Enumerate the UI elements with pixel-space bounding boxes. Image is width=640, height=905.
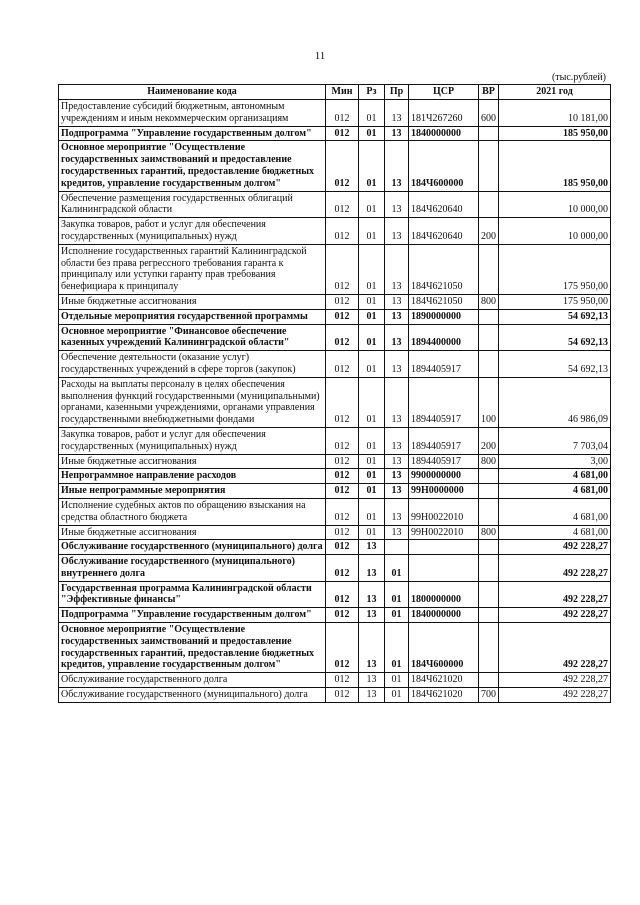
cell-min: 012 [326, 540, 359, 555]
cell-rz: 01 [359, 244, 385, 294]
cell-amount: 492 228,27 [499, 540, 611, 555]
cell-rz: 01 [359, 454, 385, 469]
table-row [59, 377, 611, 427]
cell-name: Исполнение судебных актов по обращению взыскания на средства областного бюджета [59, 498, 326, 525]
cell-name: Основное мероприятие "Финансовое обеспечение казенных учреждений Калининградской области" [59, 324, 326, 351]
cell-csr [409, 540, 479, 555]
cell-pr [385, 540, 409, 555]
cell-vr [479, 540, 499, 555]
cell-pr: 13 [385, 351, 409, 378]
table-row [59, 218, 611, 245]
cell-rz: 13 [359, 688, 385, 703]
cell-vr [479, 309, 499, 324]
table-row [59, 427, 611, 454]
cell-vr [479, 623, 499, 673]
cell-name: Закупка товаров, работ и услуг для обеспечения государственных (муниципальных) нужд [59, 427, 326, 454]
cell-vr [479, 191, 499, 218]
cell-rz: 13 [359, 581, 385, 608]
cell-amount: 4 681,00 [499, 469, 611, 484]
cell-pr: 13 [385, 126, 409, 141]
cell-min: 012 [326, 309, 359, 324]
header-csr: ЦСР [409, 85, 479, 100]
cell-min: 012 [326, 498, 359, 525]
cell-name: Обеспечение деятельности (оказание услуг) государственных учреждений в сфере торгов (закупок) [59, 351, 326, 378]
cell-csr: 184Ч621020 [409, 688, 479, 703]
cell-min: 012 [326, 673, 359, 688]
cell-amount: 10 000,00 [499, 191, 611, 218]
cell-rz: 13 [359, 608, 385, 623]
cell-vr [479, 141, 499, 191]
cell-csr: 184Ч600000 [409, 623, 479, 673]
cell-name: Обеспечение размещения государственных облигаций Калининградской области [59, 191, 326, 218]
cell-pr: 13 [385, 141, 409, 191]
cell-rz: 13 [359, 673, 385, 688]
cell-rz: 01 [359, 309, 385, 324]
cell-amount: 46 986,09 [499, 377, 611, 427]
cell-min: 012 [326, 525, 359, 540]
cell-rz: 01 [359, 351, 385, 378]
cell-vr: 800 [479, 525, 499, 540]
cell-vr [479, 608, 499, 623]
cell-csr: 184Ч621050 [409, 244, 479, 294]
cell-vr [479, 555, 499, 582]
header-row [59, 85, 611, 100]
cell-amount: 7 703,04 [499, 427, 611, 454]
cell-amount: 185 950,00 [499, 126, 611, 141]
table-row [59, 498, 611, 525]
cell-min: 012 [326, 581, 359, 608]
cell-csr: 1894405917 [409, 427, 479, 454]
table-row [59, 581, 611, 608]
cell-rz: 13 [359, 623, 385, 673]
cell-min: 012 [326, 294, 359, 309]
table-row [59, 100, 611, 127]
cell-vr [479, 469, 499, 484]
table-row [59, 141, 611, 191]
cell-pr: 13 [385, 100, 409, 127]
cell-csr: 1890000000 [409, 309, 479, 324]
table-row [59, 540, 611, 555]
cell-min: 012 [326, 377, 359, 427]
cell-rz: 01 [359, 498, 385, 525]
cell-min: 012 [326, 100, 359, 127]
cell-rz: 01 [359, 191, 385, 218]
table-row [59, 525, 611, 540]
cell-rz: 01 [359, 294, 385, 309]
cell-name: Иные бюджетные ассигнования [59, 454, 326, 469]
cell-vr [479, 244, 499, 294]
cell-min: 012 [326, 141, 359, 191]
table-row [59, 484, 611, 499]
cell-pr: 13 [385, 427, 409, 454]
cell-csr: 1894405917 [409, 351, 479, 378]
header-vr: ВР [479, 85, 499, 100]
cell-amount: 4 681,00 [499, 525, 611, 540]
cell-min: 012 [326, 351, 359, 378]
cell-vr [479, 324, 499, 351]
cell-csr: 1800000000 [409, 581, 479, 608]
cell-vr: 700 [479, 688, 499, 703]
cell-amount: 492 228,27 [499, 555, 611, 582]
cell-pr: 13 [385, 294, 409, 309]
cell-amount: 492 228,27 [499, 673, 611, 688]
header-min: Мин [326, 85, 359, 100]
cell-vr [479, 673, 499, 688]
cell-name: Обслуживание государственного (муниципального) внутреннего долга [59, 555, 326, 582]
table-row [59, 555, 611, 582]
cell-vr: 800 [479, 454, 499, 469]
cell-amount: 4 681,00 [499, 498, 611, 525]
cell-min: 012 [326, 623, 359, 673]
cell-pr: 01 [385, 555, 409, 582]
cell-amount: 54 692,13 [499, 324, 611, 351]
cell-rz: 13 [359, 555, 385, 582]
cell-vr: 200 [479, 427, 499, 454]
cell-csr: 181Ч267260 [409, 100, 479, 127]
cell-vr: 100 [479, 377, 499, 427]
cell-vr [479, 581, 499, 608]
cell-pr: 01 [385, 581, 409, 608]
cell-name: Иные бюджетные ассигнования [59, 294, 326, 309]
cell-vr: 600 [479, 100, 499, 127]
cell-csr: 184Ч620640 [409, 191, 479, 218]
cell-csr: 184Ч621020 [409, 673, 479, 688]
cell-min: 012 [326, 688, 359, 703]
table-row [59, 454, 611, 469]
cell-rz: 01 [359, 525, 385, 540]
cell-rz: 01 [359, 126, 385, 141]
table-row [59, 294, 611, 309]
table-row [59, 469, 611, 484]
cell-min: 012 [326, 126, 359, 141]
cell-amount: 175 950,00 [499, 294, 611, 309]
table-row [59, 623, 611, 673]
cell-csr: 1894405917 [409, 454, 479, 469]
cell-amount: 54 692,13 [499, 309, 611, 324]
table-row [59, 688, 611, 703]
cell-pr: 01 [385, 608, 409, 623]
units-label: (тыс.рублей) [551, 72, 606, 83]
cell-pr: 13 [385, 244, 409, 294]
cell-name: Обслуживание государственного (муниципального) долга [59, 688, 326, 703]
cell-rz: 01 [359, 427, 385, 454]
table-row [59, 351, 611, 378]
cell-amount: 10 000,00 [499, 218, 611, 245]
table-row [59, 309, 611, 324]
table-row [59, 324, 611, 351]
cell-pr: 13 [385, 469, 409, 484]
cell-amount: 492 228,27 [499, 623, 611, 673]
cell-name: Закупка товаров, работ и услуг для обеспечения государственных (муниципальных) нужд [59, 218, 326, 245]
cell-pr: 13 [385, 377, 409, 427]
cell-name: Подпрограмма "Управление государственным долгом" [59, 126, 326, 141]
cell-csr [409, 555, 479, 582]
table-row [59, 244, 611, 294]
cell-name: Непрограммное направление расходов [59, 469, 326, 484]
cell-min: 012 [326, 555, 359, 582]
cell-csr: 99Н0022010 [409, 525, 479, 540]
cell-min: 012 [326, 218, 359, 245]
cell-vr: 200 [479, 218, 499, 245]
cell-csr: 1840000000 [409, 608, 479, 623]
cell-csr: 9900000000 [409, 469, 479, 484]
cell-name: Исполнение государственных гарантий Калининградской области без права регрессного требования гаранта к принципалу или уступки гаранту прав требования бенефициара к принципалу [59, 244, 326, 294]
cell-rz: 01 [359, 484, 385, 499]
cell-min: 012 [326, 484, 359, 499]
header-year: 2021 год [499, 85, 611, 100]
cell-name: Предоставление субсидий бюджетным, автономным учреждениям и иным некоммерческим организациям [59, 100, 326, 127]
cell-csr: 99Н0000000 [409, 484, 479, 499]
cell-pr: 13 [385, 324, 409, 351]
cell-name: Расходы на выплаты персоналу в целях обеспечения выполнения функций государственными (муниципальными) органами, казенными учреждениями, органами управления государственными внебюджетными фондами [59, 377, 326, 427]
cell-name: Обслуживание государственного долга [59, 673, 326, 688]
cell-name: Основное мероприятие "Осуществление государственных заимствований и предоставление государственных гарантий, предоставление бюджетных кредитов, управление государственным долгом" [59, 141, 326, 191]
cell-min: 012 [326, 191, 359, 218]
cell-pr: 13 [385, 454, 409, 469]
cell-amount: 175 950,00 [499, 244, 611, 294]
cell-csr: 184Ч600000 [409, 141, 479, 191]
cell-min: 012 [326, 608, 359, 623]
cell-pr: 13 [385, 484, 409, 499]
cell-rz: 01 [359, 141, 385, 191]
table-body [59, 100, 611, 703]
cell-pr: 01 [385, 623, 409, 673]
cell-vr [479, 484, 499, 499]
cell-rz: 01 [359, 100, 385, 127]
cell-pr: 13 [385, 218, 409, 245]
cell-min: 012 [326, 454, 359, 469]
cell-min: 012 [326, 469, 359, 484]
cell-rz: 01 [359, 324, 385, 351]
cell-name: Иные бюджетные ассигнования [59, 525, 326, 540]
header-name: Наименование кода [59, 85, 326, 100]
header-pr: Пр [385, 85, 409, 100]
cell-pr: 13 [385, 191, 409, 218]
cell-csr: 184Ч621050 [409, 294, 479, 309]
cell-pr: 13 [385, 498, 409, 525]
cell-rz: 01 [359, 218, 385, 245]
cell-name: Обслуживание государственного (муниципального) долга [59, 540, 326, 555]
cell-vr [479, 498, 499, 525]
cell-amount: 185 950,00 [499, 141, 611, 191]
table-row [59, 126, 611, 141]
cell-rz: 13 [359, 540, 385, 555]
cell-name: Иные непрограммные мероприятия [59, 484, 326, 499]
cell-vr [479, 351, 499, 378]
table-row [59, 608, 611, 623]
cell-pr: 01 [385, 688, 409, 703]
header-rz: Рз [359, 85, 385, 100]
cell-rz: 01 [359, 469, 385, 484]
cell-amount: 4 681,00 [499, 484, 611, 499]
cell-csr: 1840000000 [409, 126, 479, 141]
cell-amount: 3,00 [499, 454, 611, 469]
cell-pr: 13 [385, 309, 409, 324]
cell-name: Основное мероприятие "Осуществление государственных заимствований и предоставление государственных гарантий, предоставление бюджетных кредитов, управление государственным долгом" [59, 623, 326, 673]
cell-pr: 13 [385, 525, 409, 540]
cell-amount: 492 228,27 [499, 688, 611, 703]
cell-name: Отдельные мероприятия государственной программы [59, 309, 326, 324]
cell-amount: 54 692,13 [499, 351, 611, 378]
cell-name: Государственная программа Калининградской области "Эффективные финансы" [59, 581, 326, 608]
cell-amount: 10 181,00 [499, 100, 611, 127]
cell-csr: 1894405917 [409, 377, 479, 427]
table-row [59, 673, 611, 688]
page-number: 11 [314, 50, 326, 62]
cell-vr: 800 [479, 294, 499, 309]
cell-amount: 492 228,27 [499, 581, 611, 608]
cell-vr [479, 126, 499, 141]
cell-amount: 492 228,27 [499, 608, 611, 623]
table-row [59, 191, 611, 218]
cell-rz: 01 [359, 377, 385, 427]
cell-csr: 184Ч620640 [409, 218, 479, 245]
cell-name: Подпрограмма "Управление государственным долгом" [59, 608, 326, 623]
cell-pr: 01 [385, 673, 409, 688]
cell-csr: 1894400000 [409, 324, 479, 351]
cell-min: 012 [326, 244, 359, 294]
cell-csr: 99Н0022010 [409, 498, 479, 525]
budget-table [58, 84, 611, 703]
cell-min: 012 [326, 427, 359, 454]
cell-min: 012 [326, 324, 359, 351]
